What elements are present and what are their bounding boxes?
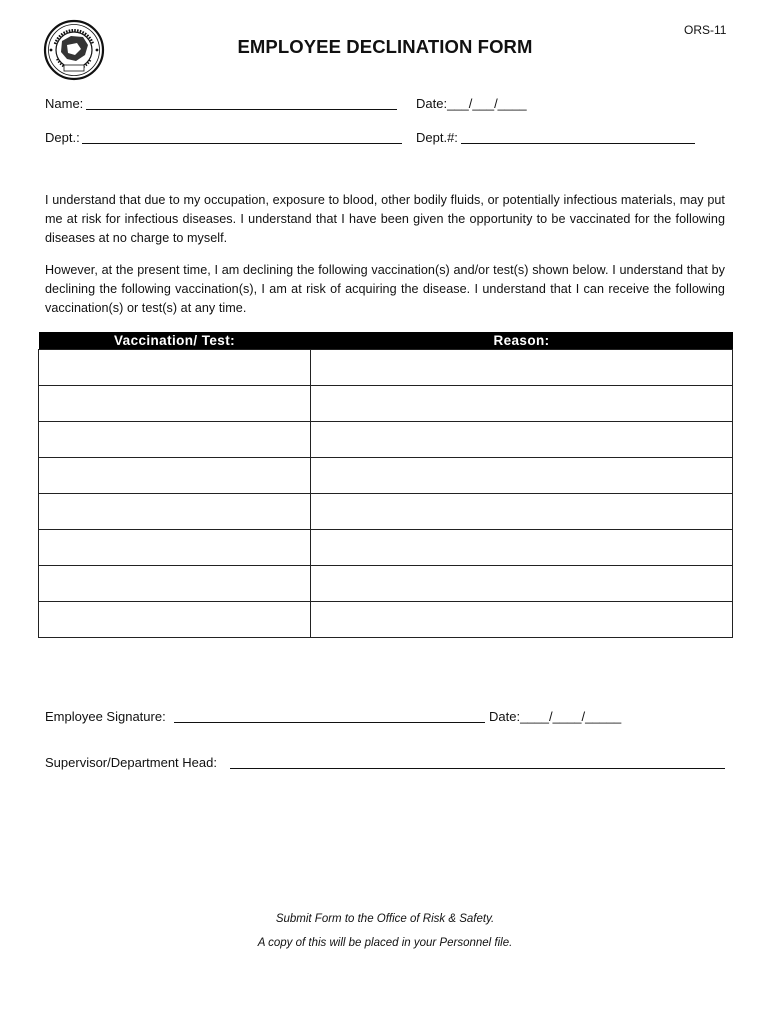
- reason-cell[interactable]: [311, 458, 733, 494]
- vaccination-test-cell[interactable]: [39, 530, 311, 566]
- form-code: ORS-11: [684, 23, 727, 37]
- declination-table-body: [39, 350, 733, 638]
- table-row: [39, 566, 733, 602]
- vaccination-test-cell[interactable]: [39, 566, 311, 602]
- statement-paragraph-2: However, at the present time, I am declining the following vaccination(s) and/or test(s) shown below. I understand that by declining the following vaccination(s), I am at risk of acquiring the disease. I understand that I can receive the following vaccination(s) or test(s) at any time.: [45, 263, 725, 315]
- name-label: Name:: [45, 96, 84, 111]
- table-row: [39, 494, 733, 530]
- reason-cell[interactable]: [311, 422, 733, 458]
- table-row: [39, 530, 733, 566]
- table-row: [39, 422, 733, 458]
- date-field[interactable]: Date:___/___/____: [416, 96, 527, 111]
- reason-cell[interactable]: [311, 386, 733, 422]
- reason-cell[interactable]: [311, 530, 733, 566]
- reason-cell[interactable]: [311, 602, 733, 638]
- submit-instructions: Submit Form to the Office of Risk & Safety.: [275, 913, 495, 925]
- statement-paragraph-1: I understand that due to my occupation, exposure to blood, other bodily fluids, or potentially infectious materials, may put me at risk for infectious diseases. I understand that I have been given the opportunity to be vaccinated for the following diseases at no charge to myself.: [45, 193, 725, 245]
- supervisor-label: Supervisor/Department Head:: [45, 755, 217, 770]
- reason-cell[interactable]: [311, 494, 733, 530]
- vaccination-test-cell[interactable]: [39, 350, 311, 386]
- vaccination-test-cell[interactable]: [39, 422, 311, 458]
- vaccination-test-cell[interactable]: [39, 602, 311, 638]
- table-row: [39, 602, 733, 638]
- vaccination-test-cell[interactable]: [39, 494, 311, 530]
- table-row: [39, 458, 733, 494]
- table-row: [39, 350, 733, 386]
- reason-header: Reason:: [311, 332, 733, 350]
- employee-signature-label: Employee Signature:: [45, 709, 166, 724]
- dept-number-label: Dept.#:: [416, 130, 458, 145]
- reason-cell[interactable]: [311, 350, 733, 386]
- dept-label: Dept.:: [45, 130, 80, 145]
- reason-cell[interactable]: [311, 566, 733, 602]
- page-title: EMPLOYEE DECLINATION FORM: [237, 36, 533, 57]
- vaccination-test-cell[interactable]: [39, 386, 311, 422]
- dept-number-field[interactable]: [461, 130, 695, 144]
- table-header-row: [39, 332, 733, 350]
- dept-field[interactable]: [82, 130, 402, 144]
- name-field[interactable]: [86, 96, 397, 110]
- vaccination-test-cell[interactable]: [39, 458, 311, 494]
- declination-table: [38, 332, 733, 638]
- supervisor-signature-field[interactable]: [230, 755, 725, 769]
- table-row: [39, 386, 733, 422]
- personnel-file-note: A copy of this will be placed in your Personnel file.: [257, 937, 513, 949]
- vaccination-test-header: Vaccination/ Test:: [39, 332, 311, 350]
- employee-signature-field[interactable]: [174, 709, 485, 723]
- signature-date-field[interactable]: Date:____/____/_____: [489, 709, 622, 724]
